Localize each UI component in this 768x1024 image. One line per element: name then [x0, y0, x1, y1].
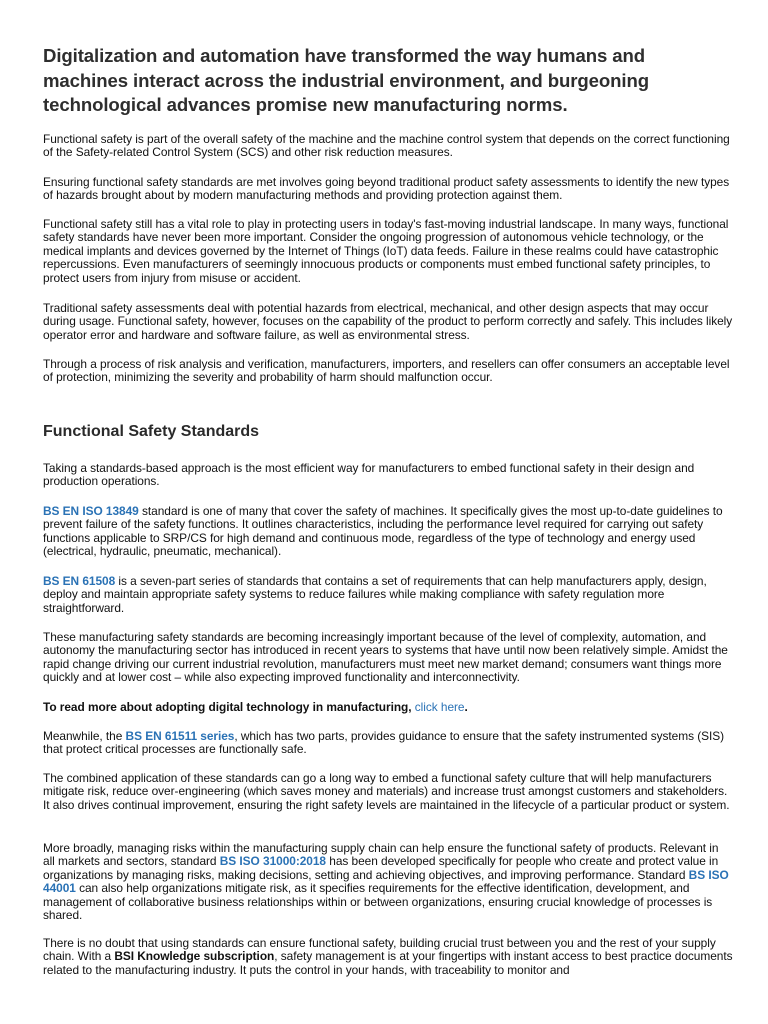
section-paragraph-8 [43, 842, 733, 922]
bs-en-61508-link[interactable]: BS EN 61508 [43, 574, 116, 588]
paragraph-text: can also help organizations mitigate risk, as it specifies requirements for the effective identification, development, and management of collaborative business relationships within or between organizations, ensuring crucial knowledge of processes is shared. [43, 881, 713, 923]
intro-paragraph-3: Functional safety still has a vital role to play in protecting users in today's fast-moving industrial landscape. In many ways, functional safety standards have never been more important. Consider the ongoing progression of autonomous vehicle technology, or the medical implants and devices governed by the Internet of Things (IoT) data feeds. Failure in these realms could have catastrophic repercussions. Even manufacturers of seemingly innocuous products or components must embed functional safety principles, to protect users from injury from misuse or accident. [43, 217, 729, 285]
section-paragraph-2 [43, 505, 733, 559]
section-paragraph-7: The combined application of these standards can go a long way to embed a functional safety culture that will help manufacturers mitigate risk, reduce over-engineering (which saves money and materials) and increase trust amongst customers and stakeholders. It also drives continual improvement, ensuring the right safety levels are maintained in the lifecycle of a particular product or system. [43, 771, 730, 812]
read-more-text: To read more about adopting digital technology in manufacturing, [43, 700, 415, 714]
section-heading: Functional Safety Standards [43, 423, 260, 440]
period: . [464, 700, 468, 714]
paragraph-text: standard is one of many that cover the safety of machines. It specifically gives the most up-to-date guidelines to prevent failure of the safety functions. It outlines characteristics, including the performance level required for carrying out safety functions applicable to SRP/CS for high demand and continuous mode, regardless of the type of technology and energy used (electrical, hydraulic, pneumatic, mechanical). [43, 504, 723, 559]
bs-en-61511-link[interactable]: BS EN 61511 series [125, 729, 235, 743]
bsi-knowledge-subscription: BSI Knowledge subscription [114, 949, 275, 964]
bs-iso-44001-link[interactable]: BS ISO 44001 [43, 867, 729, 896]
paragraph-text: Meanwhile, the [43, 729, 126, 743]
bs-en-iso-13849-link[interactable]: BS EN ISO 13849 [43, 504, 139, 518]
paragraph-text: has been developed specifically for people who create and protect value in organizations by managing risks, making decisions, setting and achieving objectives, and improving performance. Standard [43, 854, 719, 882]
bs-iso-31000-link[interactable]: BS ISO 31000:2018 [219, 854, 326, 869]
section-paragraph-3 [43, 575, 733, 615]
paragraph-text: More broadly, managing risks within the manufacturing supply chain can help ensure the functional safety of products. Relevant in all markets and sectors, standard [43, 841, 719, 869]
intro-paragraph-5: Through a process of risk analysis and verification, manufacturers, importers, and resellers can offer consumers an acceptable level of protection, minimizing the severity and probability of harm should malfunction occur. [43, 357, 730, 385]
section-paragraph-5 [43, 701, 733, 714]
section-paragraph-4: These manufacturing safety standards are becoming increasingly important because of the level of complexity, automation, and autonomy the manufacturing sector has introduced in recent years to systems that have until now been relatively simple. Amidst the rapid change driving our current industrial revolution, manufacturers must meet new market demand; consumers want things more quickly and at lower cost – while also expecting improved functionality and interconnectivity. [43, 630, 728, 685]
intro-paragraph-1: Functional safety is part of the overall safety of the machine and the machine control system that depends on the correct functioning of the Safety-related Control System (SCS) and other risk reduction measures. [43, 132, 730, 160]
section-paragraph-1: Taking a standards-based approach is the most efficient way for manufacturers to embed functional safety in their design and production operations. [43, 461, 695, 489]
paragraph-text: There is no doubt that using standards can ensure functional safety, building crucial trust between you and the rest of your supply chain. With a [43, 936, 716, 964]
paragraph-text: , safety management is at your fingertips with instant access to best practice documents related to the manufacturing industry. It puts the control in your hands, with traceability to monitor and [43, 949, 733, 977]
intro-paragraph-2: Ensuring functional safety standards are met involves going beyond traditional product safety assessments to identify the new types of hazards brought about by modern manufacturing methods and providing protection against them. [43, 175, 730, 203]
lead-heading: Digitalization and automation have transformed the way humans and machines interact across the industrial environment, and burgeoning technological advances promise new manufacturing norms. [43, 45, 649, 115]
paragraph-text: is a seven-part series of standards that contains a set of requirements that can help manufacturers apply, design, deploy and maintain appropriate safety systems to reduce failures while making compliance with safety regulation more straightforward. [43, 574, 707, 615]
click-here-link[interactable]: click here [414, 700, 465, 714]
intro-paragraph-4: Traditional safety assessments deal with potential hazards from electrical, mechanical, and other design aspects that may occur during usage. Functional safety, however, focuses on the capability of the product to perform correctly and safely. This includes likely operator error and hardware and software failure, as well as environmental stress. [43, 301, 733, 342]
section-paragraph-9 [43, 937, 733, 977]
section-paragraph-6 [43, 730, 733, 757]
paragraph-text: , which has two parts, provides guidance to ensure that the safety instrumented systems (SIS) that protect critical processes are functionally safe. [43, 729, 725, 757]
